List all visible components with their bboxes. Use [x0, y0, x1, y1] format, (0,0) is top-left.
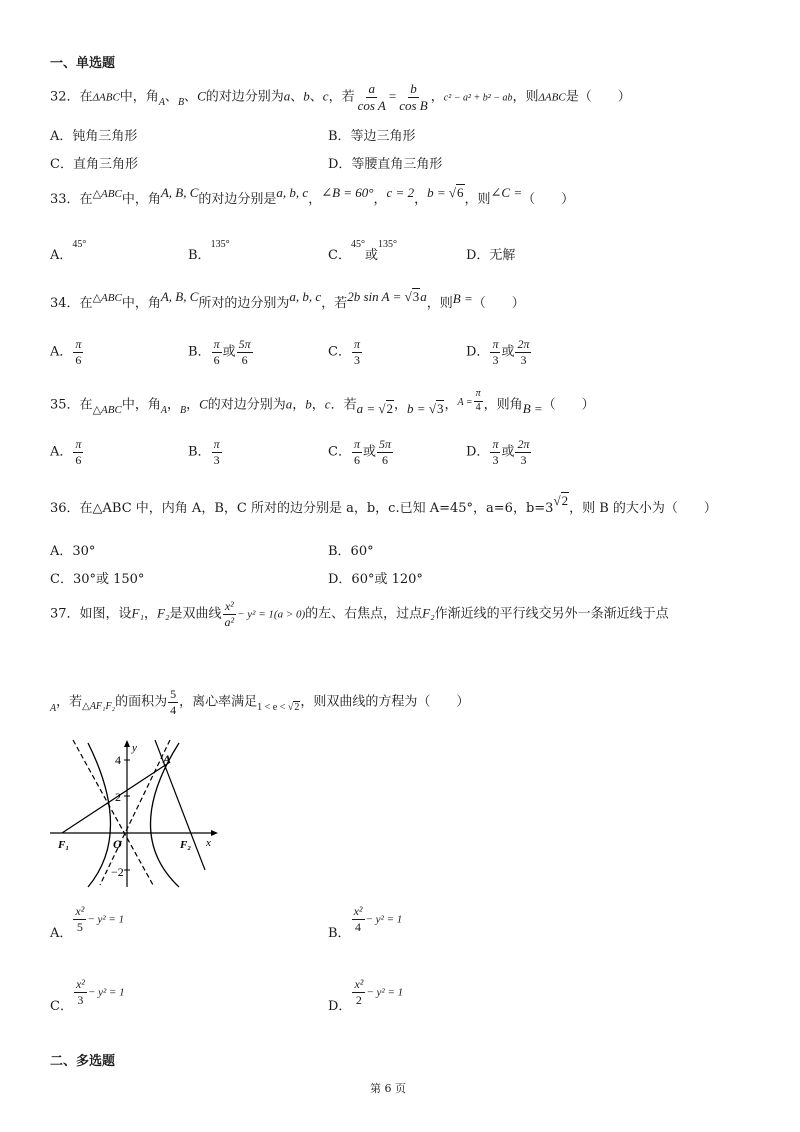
q33-option-d[interactable]: D．无解: [466, 248, 516, 263]
question-35-stem: 35．在$_{\triangle ABC}$中，角$_A$，$_B$，C的对边分别为a，b，c．若a = √2，b = √3，$^{A =}$ $\frac{\pi}{4}$ ，则角B =（ ）: [50, 388, 595, 416]
q33-option-a[interactable]: A．45°: [50, 239, 87, 263]
q35-option-d[interactable]: D． $\frac{\pi}{3}$ 或 $\frac{2\pi}{3}$: [466, 437, 530, 467]
q35-option-a[interactable]: A． $\frac{\pi}{6}$: [50, 437, 82, 467]
triangle-abc: ΔABC: [92, 91, 120, 104]
fraction-a-over-cosA: $\frac{a}{\text{cos A}}$: [357, 81, 386, 113]
question-32-stem: 32．在ΔABC中，角$_A$、$_B$、C的对边分别为a、b、c，若 $\frac{a}{\text{cos A}}$ = $\frac{b}{\text{cos B}}$ ，c² − a² + b² − ab，则ΔABC是（ ）: [50, 81, 631, 113]
x-axis-arrow: [211, 830, 218, 836]
fraction-b-over-cosB: $\frac{b}{\text{cos B}}$: [399, 81, 428, 113]
q36-option-c[interactable]: C．30°或 150°: [50, 572, 145, 587]
q34-option-a[interactable]: A． $\frac{\pi}{6}$: [50, 337, 82, 367]
x-axis-label: x: [206, 837, 211, 849]
q32-option-c[interactable]: C．直角三角形: [50, 157, 138, 172]
question-37-stem-line2: $_A$，若$_{\triangle AF_1F_2}$的面积为 $\frac{5}{4}$ ，离心率满足$_{1 < e < √2}$，则双曲线的方程为（ ）: [50, 687, 470, 717]
hyperbola-fraction: $\frac{\text{x²}}{\text{a²}}$: [224, 599, 235, 629]
question-34-stem: 34．在$^{\triangle ABC}$中，角A, B, C所对的边分别为a, b, c，若2b sin A = √3a，则B =（ ）: [50, 289, 525, 311]
tick-label-4: 4: [115, 753, 121, 767]
q32-option-b[interactable]: B．等边三角形: [328, 129, 416, 144]
q33-option-b[interactable]: B．135°: [188, 239, 230, 263]
y-axis-label: y: [132, 742, 137, 754]
point-a-label: A: [163, 752, 172, 766]
point-f1-label: F₁: [58, 839, 70, 851]
q35-option-c[interactable]: C． $\frac{\pi}{6}$ 或 $\frac{5\pi}{6}$: [328, 437, 391, 467]
page-number-footer: 第 6 页: [370, 1082, 406, 1095]
origin-label: O: [113, 837, 122, 851]
q34-option-d[interactable]: D． $\frac{\pi}{3}$ 或 $\frac{2\pi}{3}$: [466, 337, 530, 367]
q37-option-c[interactable]: C． $\frac{\text{x²}}{3}$ − y² = 1: [50, 977, 125, 1014]
question-37-stem-line1: 37．如图，设F₁，F₂是双曲线 $\frac{\text{x²}}{\text{a²}}$ − y² = 1(a > 0)的左、右焦点，过点F₂作渐近线的平行线交另外一条渐近线于点: [50, 599, 669, 629]
tick-label-2: 2: [115, 790, 121, 804]
q37-option-d[interactable]: D． $\frac{\text{x²}}{2}$ − y² = 1: [328, 977, 404, 1014]
q34-option-c[interactable]: C． $\frac{\pi}{3}$: [328, 337, 360, 367]
question-number: 32．: [50, 89, 80, 105]
q37-option-b[interactable]: B． $\frac{\text{x²}}{4}$ − y² = 1: [328, 904, 403, 941]
q36-option-d[interactable]: D．60°或 120°: [328, 572, 423, 587]
q32-option-d[interactable]: D．等腰直角三角形: [328, 157, 443, 172]
condition-expression: c² − a² + b² − ab: [443, 92, 513, 104]
section-heading-multi-choice: 二、多选题: [50, 1054, 116, 1069]
question-33-stem: 33．在$^{\triangle ABC}$中，角A, B, C的对边分别是a, b, c，∠B = 60°，c = 2，b = √6，则∠C =（ ）: [50, 185, 575, 207]
q33-option-c[interactable]: C．45°或135°: [328, 239, 397, 263]
q32-option-a[interactable]: A．钝角三角形: [50, 129, 138, 144]
hyperbola-left-branch: [88, 743, 111, 887]
asymptote-left: [73, 740, 153, 885]
y-axis-arrow: [124, 740, 130, 747]
q36-option-a[interactable]: A．30°: [50, 544, 96, 559]
q36-option-b[interactable]: B．60°: [328, 544, 374, 559]
section-heading-single-choice: 一、单选题: [50, 56, 116, 71]
tick-label-neg2: −2: [111, 865, 124, 879]
question-36-stem: 36．在△ABC 中，内角 A，B，C 所对的边分别是 a，b，c.已知 A=45°，a=6，b=3√2，则 B 的大小为（ ）: [50, 493, 717, 516]
point-f2-label: F₂: [180, 839, 192, 851]
q35-option-b[interactable]: B． $\frac{\pi}{3}$: [188, 437, 220, 467]
q34-option-b[interactable]: B． $\frac{\pi}{6}$ 或 $\frac{5\pi}{6}$: [188, 337, 251, 367]
hyperbola-figure: [45, 735, 220, 890]
q37-option-a[interactable]: A． $\frac{\text{x²}}{5}$ − y² = 1: [50, 904, 125, 941]
